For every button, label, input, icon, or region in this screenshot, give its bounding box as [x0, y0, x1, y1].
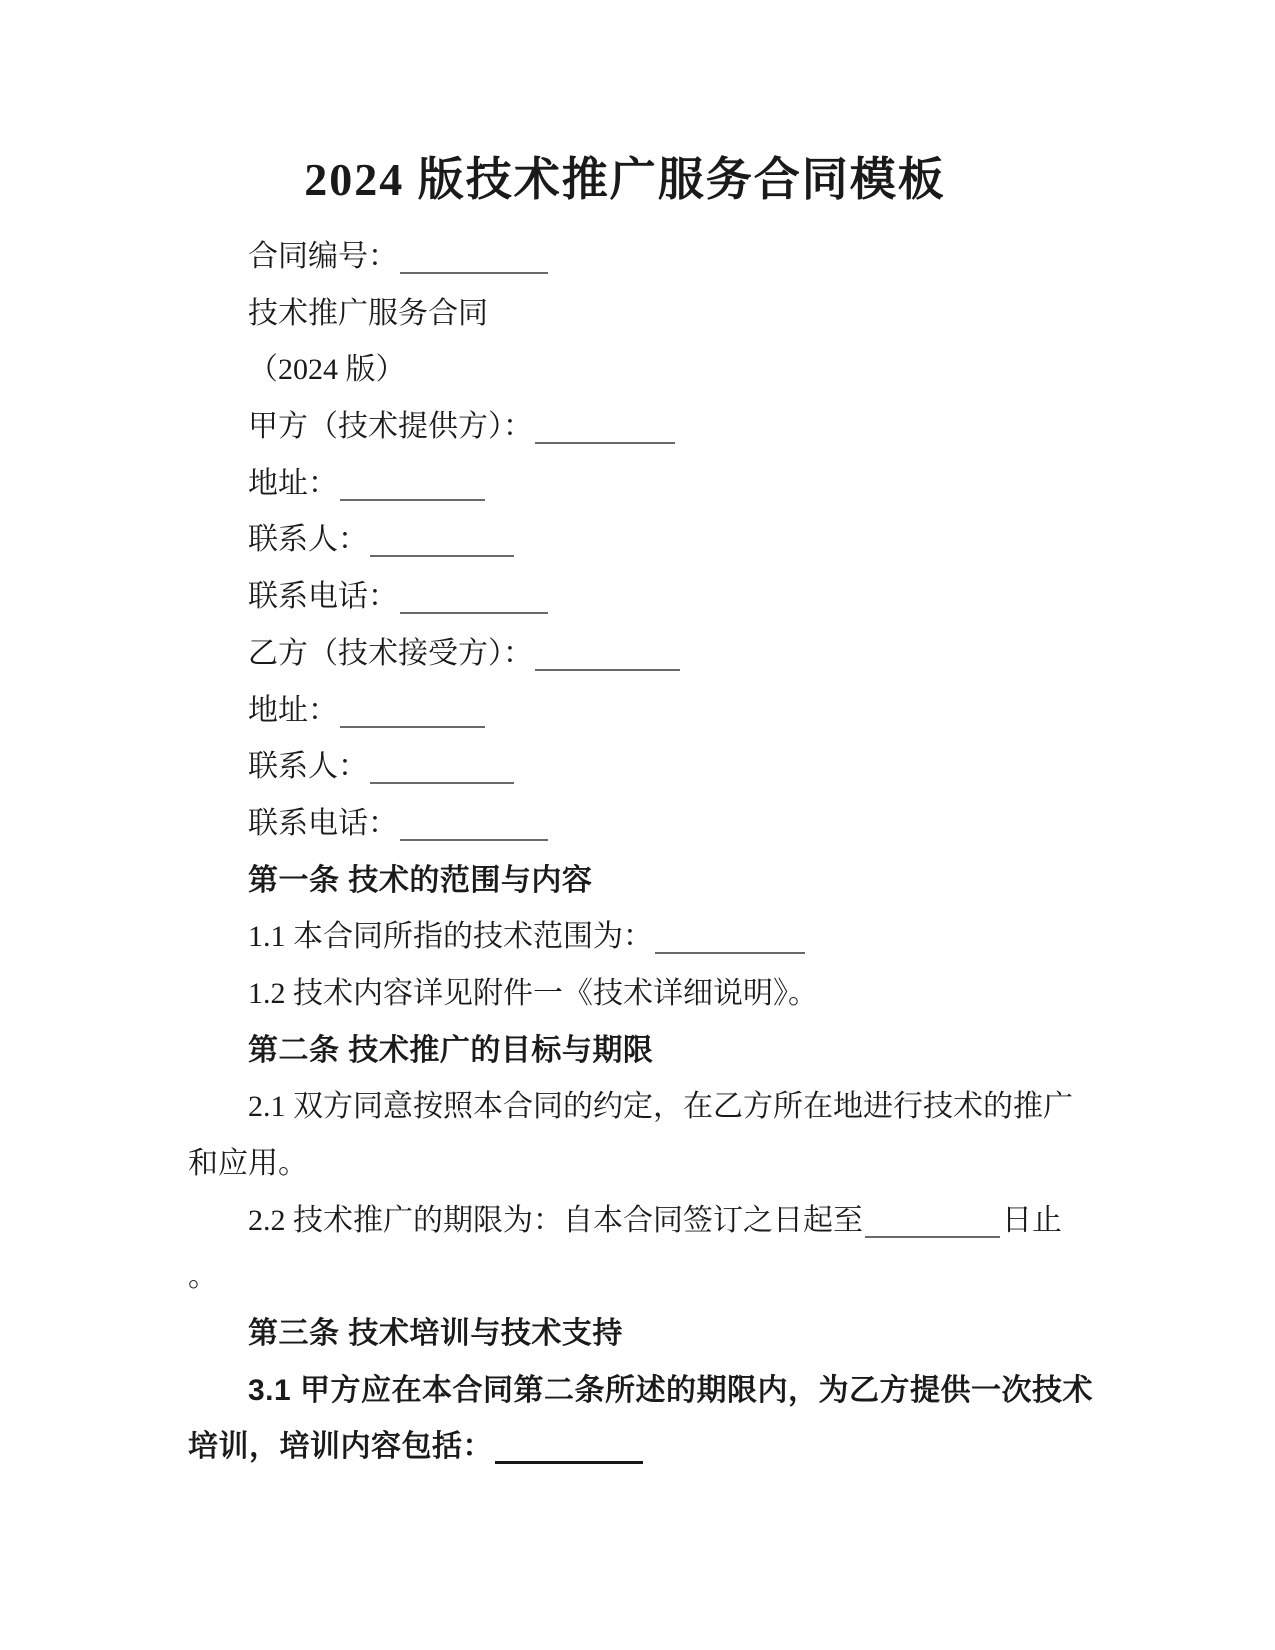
text-segment: 日止 — [1002, 1203, 1062, 1237]
text-segment: 联系人： — [248, 523, 368, 557]
clause-2-1-line-2 — [188, 1136, 1062, 1193]
text-segment: 2.2 技术推广的期限为：自本合同签订之日起至 — [248, 1203, 863, 1237]
blank-fill-in-field — [535, 442, 675, 444]
text-segment: 3.1 甲方应在本合同第二条所述的期限内，为乙方提供一次技术 — [248, 1373, 1094, 1407]
text-segment: 地址： — [248, 466, 338, 500]
contract-subtitle-line — [188, 286, 1062, 343]
text-segment: 第一条 技术的范围与内容 — [248, 863, 593, 897]
text-segment: （2024 版） — [248, 353, 406, 387]
text-segment: 地址： — [248, 693, 338, 727]
contract-number-line — [188, 229, 1062, 286]
party-a-phone-line — [188, 569, 1062, 626]
party-b-address-line — [188, 683, 1062, 740]
party-a-contact-line — [188, 512, 1062, 569]
clause-2-2-line-2 — [188, 1249, 1062, 1306]
contract-version-line — [188, 342, 1062, 399]
text-segment: 乙方（技术接受方）： — [248, 636, 533, 670]
article-2-heading — [188, 1023, 1062, 1080]
party-a-line — [188, 399, 1062, 456]
text-segment: 第三条 技术培训与技术支持 — [248, 1317, 623, 1351]
blank-fill-in-field — [865, 1236, 1000, 1238]
text-segment: 联系电话： — [248, 806, 398, 840]
blank-fill-in-field — [400, 612, 548, 614]
clause-2-2-line-1 — [188, 1193, 1062, 1250]
text-segment: 。 — [188, 1260, 218, 1294]
text-segment: 甲方（技术提供方）： — [248, 410, 533, 444]
clause-2-1-line-1 — [188, 1079, 1073, 1136]
text-segment: 联系电话： — [248, 580, 398, 614]
article-3-heading — [188, 1306, 1062, 1363]
blank-fill-in-field — [340, 726, 485, 728]
document-title: 2024 版技术推广服务合同模板 — [304, 154, 946, 205]
clause-1-2-line — [188, 966, 1062, 1023]
text-segment: 合同编号： — [248, 240, 398, 273]
text-segment: 和应用。 — [188, 1147, 308, 1180]
blank-fill-in-field — [535, 669, 680, 671]
article-1-heading — [188, 853, 1062, 910]
clause-3-1-line-2 — [188, 1419, 1062, 1476]
party-b-phone-line — [188, 796, 1062, 853]
clause-3-1-line-1 — [188, 1363, 1094, 1420]
blank-fill-in-field — [495, 1461, 643, 1464]
blank-fill-in-field — [400, 272, 548, 274]
blank-fill-in-field — [370, 782, 514, 784]
text-segment: 1.2 技术内容详见附件一《技术详细说明》。 — [248, 976, 818, 1010]
blank-fill-in-field — [655, 952, 805, 954]
blank-fill-in-field — [370, 555, 514, 557]
blank-fill-in-field — [400, 839, 548, 841]
text-segment: 培训，培训内容包括： — [188, 1430, 493, 1464]
text-segment: 1.1 本合同所指的技术范围为： — [248, 920, 653, 954]
blank-fill-in-field — [340, 499, 485, 501]
clause-1-1-line — [188, 909, 1062, 966]
text-segment: 联系人： — [248, 750, 368, 784]
text-segment: 技术推广服务合同 — [248, 296, 488, 330]
text-segment: 第二条 技术推广的目标与期限 — [248, 1033, 654, 1067]
text-segment: 2.1 双方同意按照本合同的约定，在乙方所在地进行技术的推广 — [248, 1090, 1073, 1124]
party-a-address-line — [188, 456, 1062, 513]
document-body — [0, 229, 1094, 1476]
party-b-contact-line — [188, 739, 1062, 796]
party-b-line — [188, 626, 1062, 683]
